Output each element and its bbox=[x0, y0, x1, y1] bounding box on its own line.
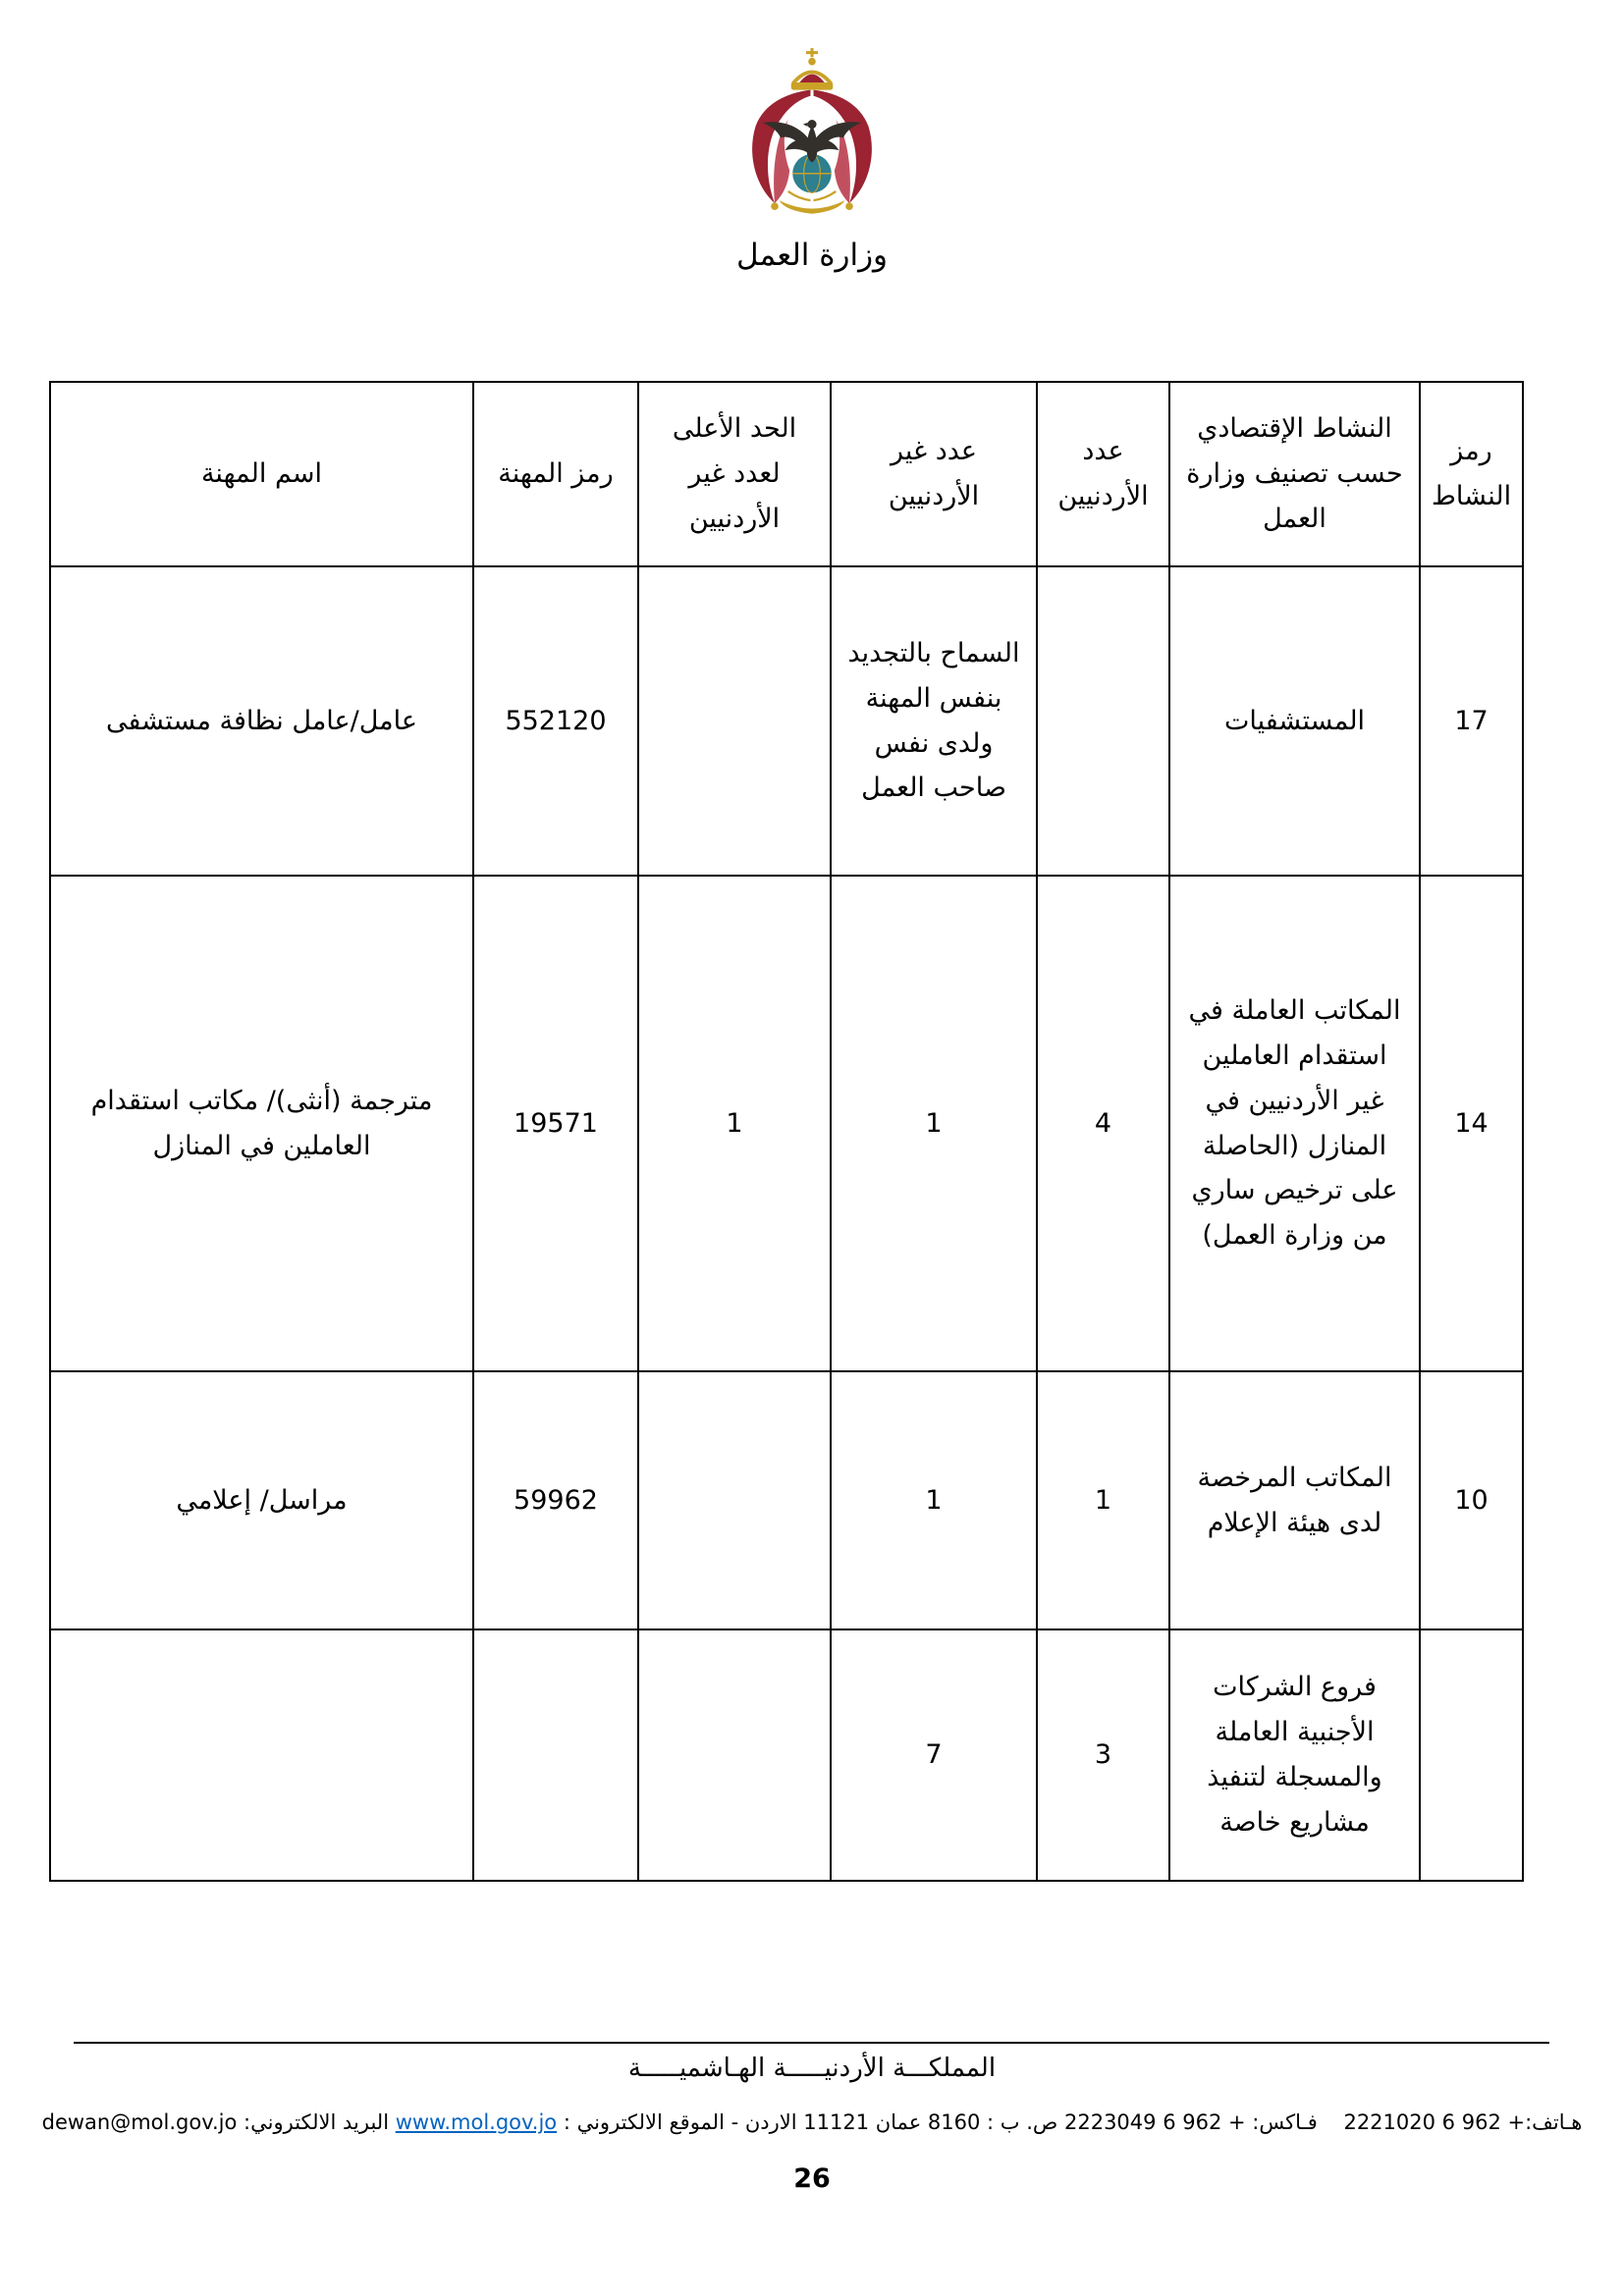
cell-profession-name: مراسل/ إعلامي bbox=[50, 1371, 473, 1629]
col-header-activity-code: رمز النشاط bbox=[1420, 382, 1523, 566]
cell-activity-code: 10 bbox=[1420, 1371, 1523, 1629]
cell-activity: فروع الشركات الأجنبية العاملة والمسجلة لتنفيذ مشاريع خاصة bbox=[1169, 1629, 1420, 1881]
cell-activity: المستشفيات bbox=[1169, 566, 1420, 876]
contact-phone-fax-address: هـاتف:+ 962 6 2221020 فـاكس: + 962 6 2223049 ص. ب : 8160 عمان 11121 الاردن - الموقع الالكتروني : bbox=[557, 2110, 1583, 2134]
cell-activity: المكاتب العاملة في استقدام العاملين غير الأردنيين في المنازل (الحاصلة على ترخيص ساري من وزارة العمل) bbox=[1169, 876, 1420, 1371]
cell-activity: المكاتب المرخصة لدى هيئة الإعلام bbox=[1169, 1371, 1420, 1629]
contact-line bbox=[0, 2110, 1624, 2134]
cell-profession-code bbox=[473, 1629, 638, 1881]
cell-max-non-jordanians: 1 bbox=[638, 876, 831, 1371]
cell-non-jordanians: 1 bbox=[831, 1371, 1037, 1629]
cell-profession-name bbox=[50, 1629, 473, 1881]
cell-jordanians: 4 bbox=[1037, 876, 1169, 1371]
page-number: 26 bbox=[793, 2163, 831, 2194]
col-header-profession-name: اسم المهنة bbox=[50, 382, 473, 566]
cell-profession-code: 552120 bbox=[473, 566, 638, 876]
cell-jordanians: 1 bbox=[1037, 1371, 1169, 1629]
cell-profession-code: 59962 bbox=[473, 1371, 638, 1629]
cell-profession-name: عامل/عامل نظافة مستشفى bbox=[50, 566, 473, 876]
cell-activity-code bbox=[1420, 1629, 1523, 1881]
cell-profession-code: 19571 bbox=[473, 876, 638, 1371]
table-header-row bbox=[50, 382, 1523, 566]
col-header-non-jordanians: عدد غير الأردنيين bbox=[831, 382, 1037, 566]
cell-jordanians bbox=[1037, 566, 1169, 876]
jordan-coat-of-arms bbox=[0, 45, 1624, 236]
ministry-title: وزارة العمل bbox=[735, 238, 889, 273]
document-header bbox=[0, 45, 1624, 273]
cell-max-non-jordanians bbox=[638, 566, 831, 876]
table-row bbox=[50, 1371, 1523, 1629]
cell-activity-code: 17 bbox=[1420, 566, 1523, 876]
col-header-max-non-jordanians: الحد الأعلى لعدد غير الأردنيين bbox=[638, 382, 831, 566]
col-header-jordanians: عدد الأردنيين bbox=[1037, 382, 1169, 566]
col-header-activity: النشاط الإقتصادي حسب تصنيف وزارة العمل bbox=[1169, 382, 1420, 566]
cell-non-jordanians: 7 bbox=[831, 1629, 1037, 1881]
table-row bbox=[50, 566, 1523, 876]
cell-profession-name: مترجمة (أنثى)/ مكاتب استقدام العاملين في المنازل bbox=[50, 876, 473, 1371]
contact-email-label: البريد الالكتروني: bbox=[237, 2110, 396, 2134]
crown bbox=[791, 48, 834, 90]
website-link[interactable]: www.mol.gov.jo bbox=[395, 2110, 558, 2134]
cell-max-non-jordanians bbox=[638, 1629, 831, 1881]
col-header-profession-code: رمز المهنة bbox=[473, 382, 638, 566]
cell-activity-code: 14 bbox=[1420, 876, 1523, 1371]
kingdom-title: المملكـــة الأردنيـــــة الهـاشميـــــة bbox=[627, 2054, 997, 2083]
footer-divider bbox=[74, 2042, 1549, 2044]
cell-max-non-jordanians bbox=[638, 1371, 831, 1629]
cell-jordanians: 3 bbox=[1037, 1629, 1169, 1881]
cell-non-jordanians: السماح بالتجديد بنفس المهنة ولدى نفس صاحب العمل bbox=[831, 566, 1037, 876]
cell-non-jordanians: 1 bbox=[831, 876, 1037, 1371]
table-row bbox=[50, 1629, 1523, 1881]
labor-quota-table bbox=[49, 381, 1524, 1882]
table-row bbox=[50, 876, 1523, 1371]
contact-email: dewan@mol.gov.jo bbox=[41, 2110, 238, 2134]
ribbon bbox=[780, 191, 845, 214]
